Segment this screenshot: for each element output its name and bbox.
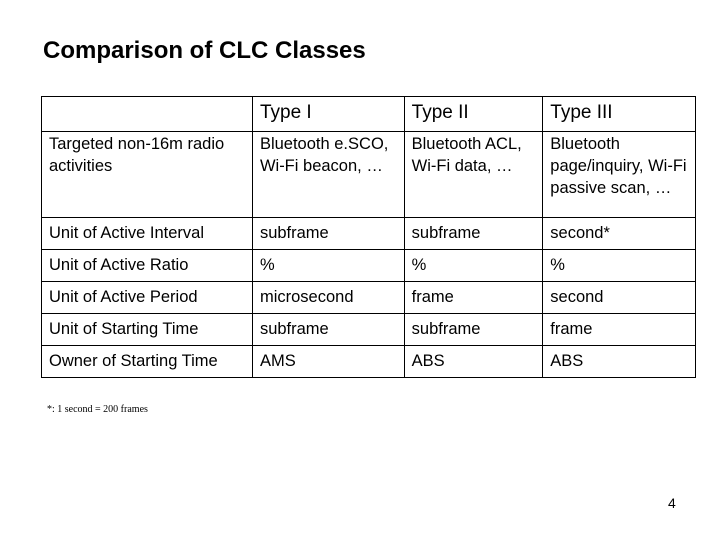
table-cell: Bluetooth e.SCO, Wi-Fi beacon, …: [252, 132, 404, 218]
table-cell: %: [404, 250, 543, 282]
page-number: 4: [668, 495, 676, 511]
table-cell: %: [543, 250, 696, 282]
header-cell-type-1: Type I: [252, 97, 404, 132]
row-label-cell: Owner of Starting Time: [42, 346, 253, 378]
table-row: [42, 218, 696, 250]
header-cell-empty: [42, 97, 253, 132]
slide-title: Comparison of CLC Classes: [43, 37, 366, 64]
row-label-cell: Unit of Starting Time: [42, 314, 253, 346]
table-cell: second: [543, 282, 696, 314]
header-cell-type-3: Type III: [543, 97, 696, 132]
table-cell: Bluetooth ACL, Wi-Fi data, …: [404, 132, 543, 218]
table-cell: subframe: [252, 314, 404, 346]
table-row: [42, 282, 696, 314]
table-cell: ABS: [404, 346, 543, 378]
table-cell: second*: [543, 218, 696, 250]
table-row: [42, 132, 696, 218]
table-cell: subframe: [404, 218, 543, 250]
row-label-cell: Unit of Active Period: [42, 282, 253, 314]
footnote: *: 1 second = 200 frames: [47, 404, 148, 415]
table-cell: AMS: [252, 346, 404, 378]
row-label-cell: Unit of Active Interval: [42, 218, 253, 250]
table-row: [42, 250, 696, 282]
table-cell: %: [252, 250, 404, 282]
table-row: [42, 314, 696, 346]
row-label-cell: Targeted non-16m radio activities: [42, 132, 253, 218]
table-cell: frame: [404, 282, 543, 314]
table-cell: ABS: [543, 346, 696, 378]
table-header-row: [42, 97, 696, 132]
table-cell: microsecond: [252, 282, 404, 314]
table-cell: Bluetooth page/inquiry, Wi-Fi passive scan, …: [543, 132, 696, 218]
table-cell: subframe: [404, 314, 543, 346]
table-cell: subframe: [252, 218, 404, 250]
table-row: [42, 346, 696, 378]
table-cell: frame: [543, 314, 696, 346]
comparison-table: [41, 96, 696, 378]
row-label-cell: Unit of Active Ratio: [42, 250, 253, 282]
header-cell-type-2: Type II: [404, 97, 543, 132]
